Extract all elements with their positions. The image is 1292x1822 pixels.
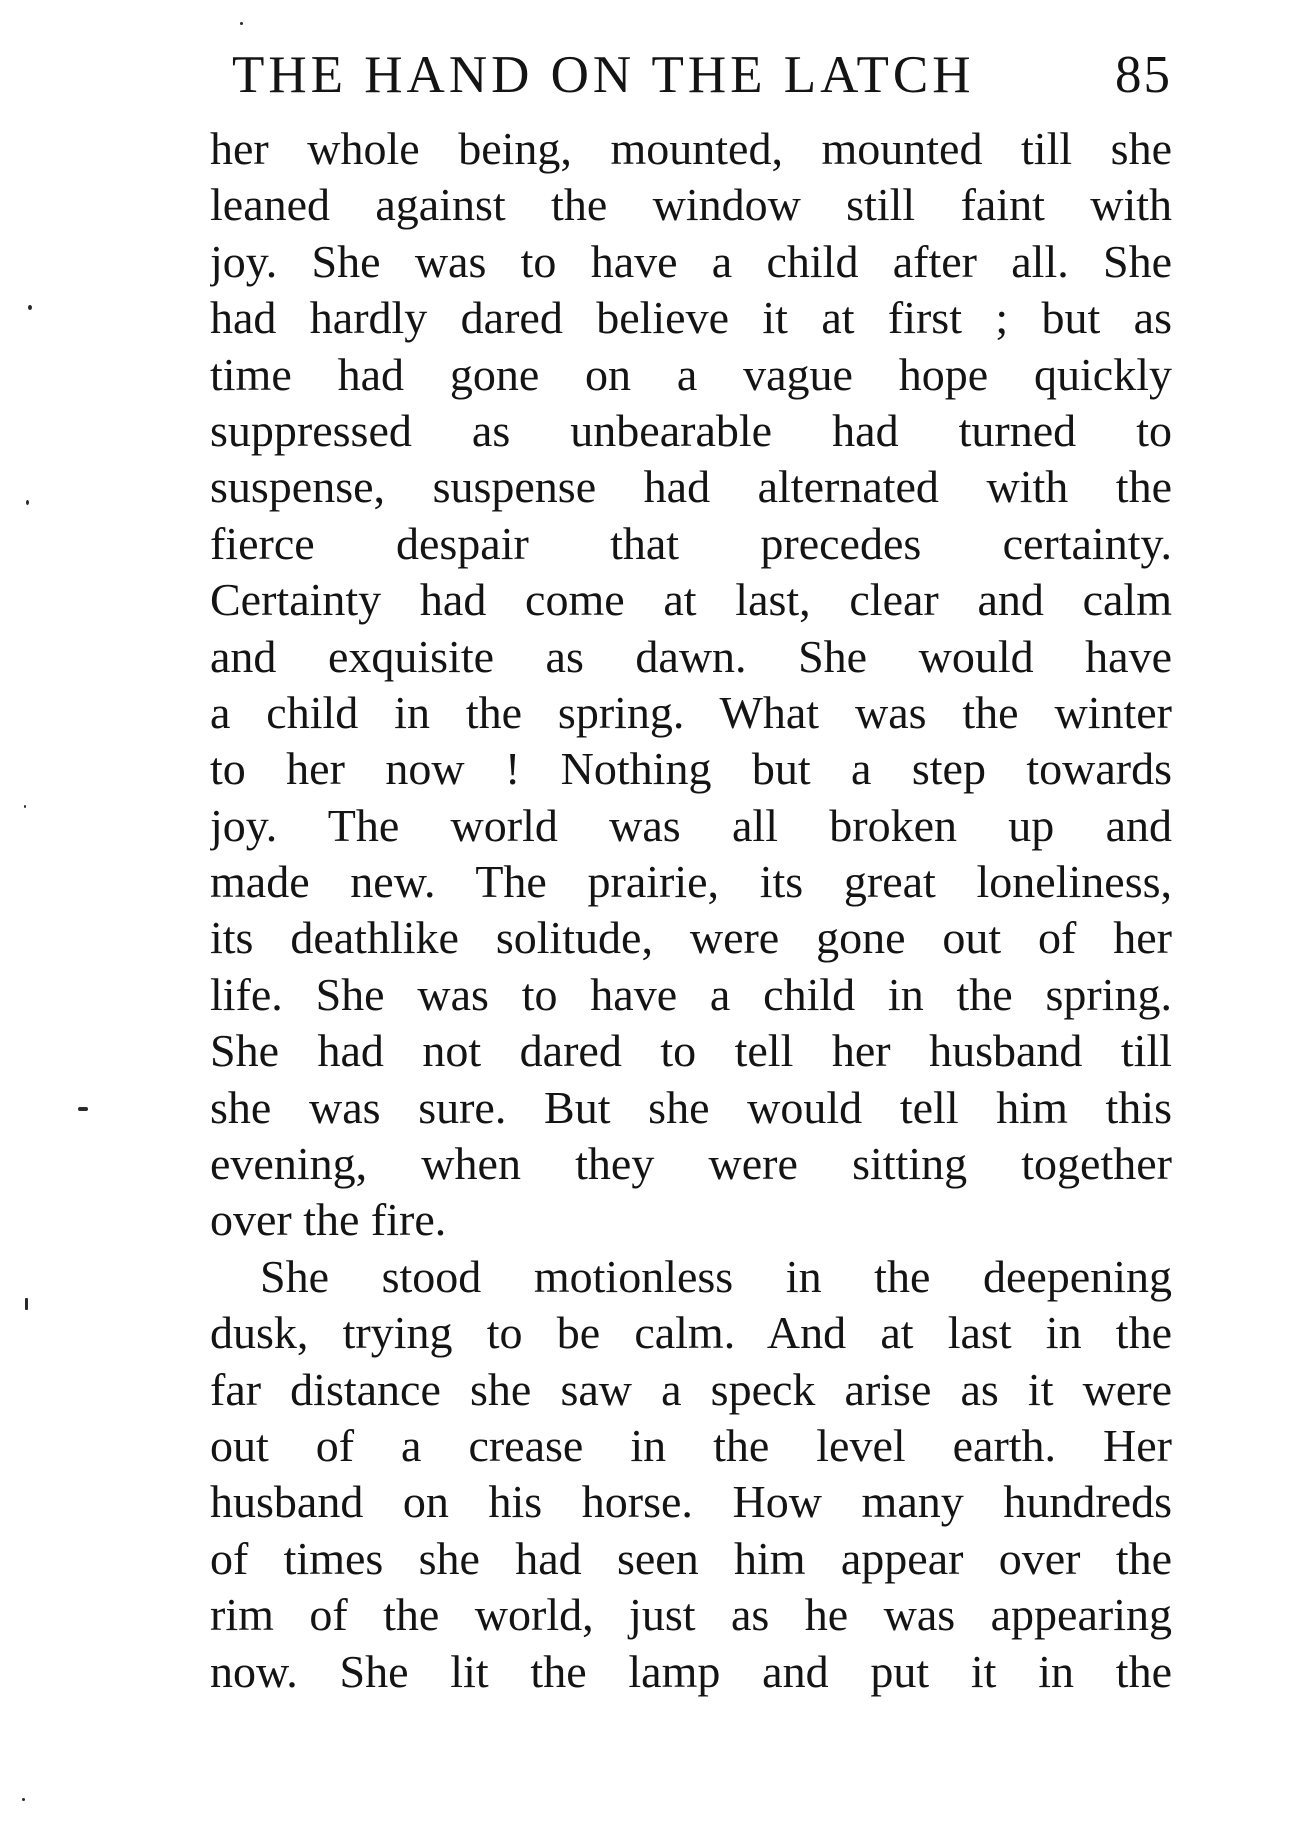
text-line: of times she had seen him appear over the: [210, 1532, 1172, 1584]
text-line: She had not dared to tell her husband till: [210, 1025, 1172, 1077]
text-line: joy. She was to have a child after all. She: [210, 235, 1172, 287]
text-line: She stood motionless in the deepening: [260, 1250, 1172, 1302]
running-title: THE HAND ON THE LATCH: [232, 46, 975, 104]
text-line: made new. The prairie, its great loneliness,: [210, 856, 1172, 908]
text-line: now. She lit the lamp and put it in the: [210, 1645, 1172, 1697]
running-head: [232, 40, 1172, 110]
scan-speck: [28, 305, 32, 310]
text-line: time had gone on a vague hope quickly: [210, 348, 1172, 400]
text-line: fierce despair that precedes certainty.: [210, 517, 1172, 569]
text-line: and exquisite as dawn. She would have: [210, 630, 1172, 682]
text-line: rim of the world, just as he was appearing: [210, 1589, 1172, 1641]
text-line: to her now ! Nothing but a step towards: [210, 743, 1172, 795]
text-line: a child in the spring. What was the winter: [210, 686, 1172, 738]
text-line: far distance she saw a speck arise as it were: [210, 1363, 1172, 1415]
paragraph-1: [210, 121, 1172, 1249]
text-line: dusk, trying to be calm. And at last in the: [210, 1307, 1172, 1359]
scan-speck: [25, 1298, 28, 1310]
text-line: suspense, suspense had alternated with the: [210, 461, 1172, 513]
paragraph-2: [210, 1249, 1172, 1700]
text-line: out of a crease in the level earth. Her: [210, 1419, 1172, 1471]
scan-speck: [24, 805, 26, 808]
text-line: husband on his horse. How many hundreds: [210, 1476, 1172, 1528]
text-line: her whole being, mounted, mounted till she: [210, 123, 1172, 174]
text-line: evening, when they were sitting together: [210, 1138, 1172, 1190]
text-line: had hardly dared believe it at first ; but as: [210, 292, 1172, 344]
text-line: joy. The world was all broken up and: [210, 799, 1172, 851]
text-line: she was sure. But she would tell him this: [210, 1081, 1172, 1133]
page-number: 85: [1115, 46, 1172, 104]
text-line: Certainty had come at last, clear and calm: [210, 574, 1172, 626]
text-line: leaned against the window still faint with: [210, 179, 1172, 231]
text-line: life. She was to have a child in the spring.: [210, 968, 1172, 1020]
scan-speck: [78, 1107, 88, 1111]
text-line: suppressed as unbearable had turned to: [210, 404, 1172, 456]
scan-speck: [240, 22, 243, 25]
text-line: over the fire.: [210, 1194, 447, 1246]
scan-speck: [22, 1798, 25, 1801]
scan-speck: [26, 500, 29, 505]
text-line: its deathlike solitude, were gone out of her: [210, 912, 1172, 964]
body-text: [210, 121, 1172, 1700]
